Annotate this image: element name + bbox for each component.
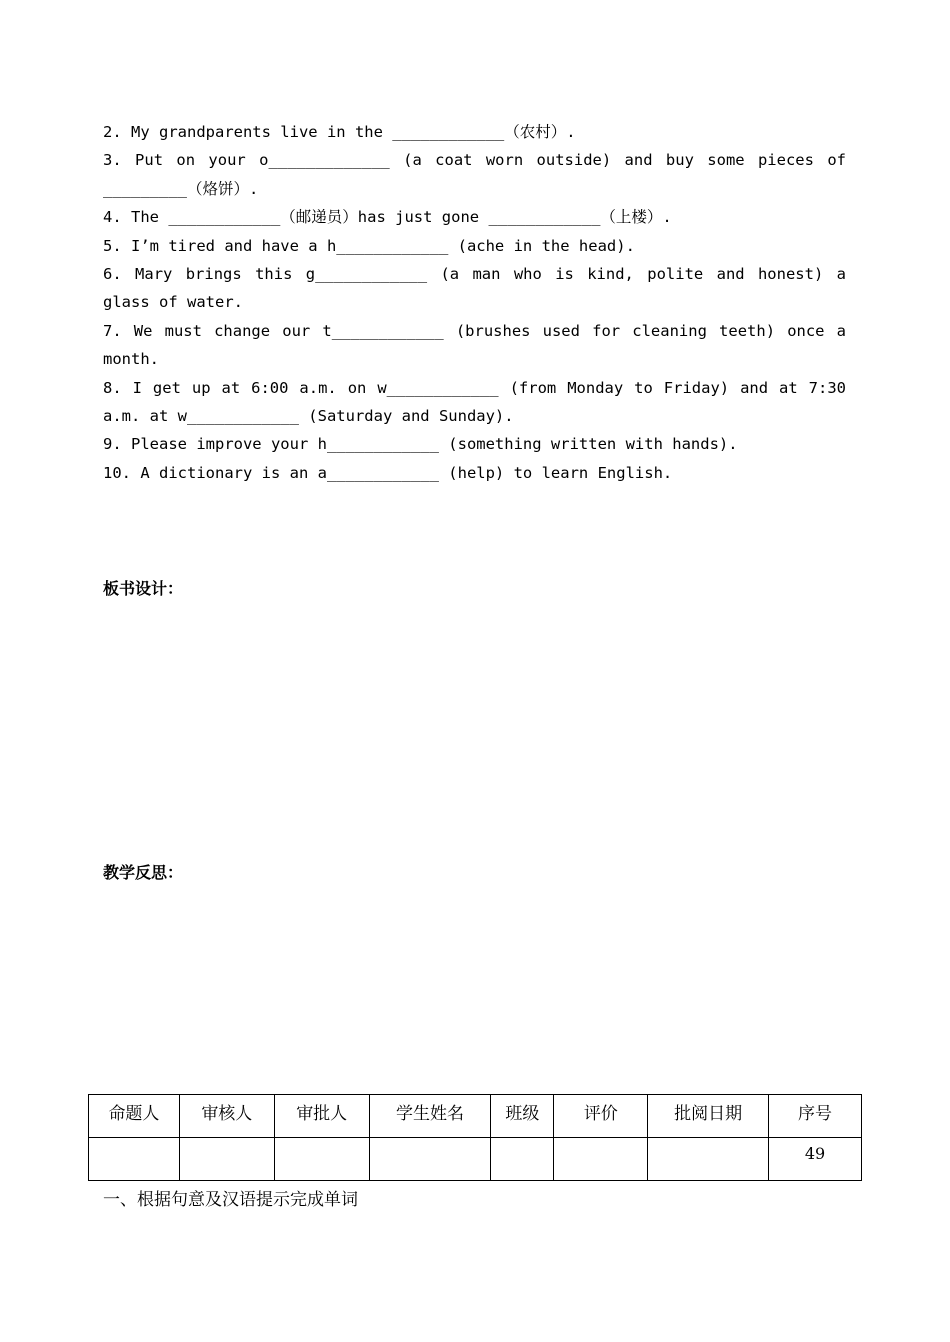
teaching-reflection-heading: 教学反思：	[103, 863, 184, 882]
exercise-line: 5. I’m tired and have a h____________ (ache in the head).	[103, 236, 635, 255]
exercise-item	[103, 232, 846, 260]
header-cell-review-date: 批阅日期	[648, 1095, 769, 1138]
info-table	[88, 1094, 862, 1181]
value-cell-reviewer	[179, 1138, 274, 1181]
exercise-line: _________（烙饼）.	[103, 179, 259, 198]
value-cell-approver	[274, 1138, 369, 1181]
exercise-line: month.	[103, 350, 159, 369]
exercise-item	[103, 317, 846, 374]
value-cell-author	[89, 1138, 180, 1181]
value-cell-evaluation	[554, 1138, 648, 1181]
header-cell-evaluation: 评价	[554, 1095, 648, 1138]
exercise-line: a.m. at w____________ (Saturday and Sunday).	[103, 407, 514, 426]
exercise-item	[103, 118, 846, 146]
exercise-item	[103, 459, 846, 487]
exercise-item	[103, 260, 846, 317]
exercise-line: 10. A dictionary is an a____________ (help) to learn English.	[103, 463, 673, 482]
exercise-line: 9. Please improve your h____________ (something written with hands).	[103, 435, 738, 454]
value-cell-student-name	[369, 1138, 491, 1181]
value-cell-review-date	[648, 1138, 769, 1181]
exercise-line: 2. My grandparents live in the ____________（农村）.	[103, 123, 576, 141]
header-cell-author: 命题人	[89, 1095, 180, 1138]
board-design-heading: 板书设计：	[103, 579, 184, 598]
value-cell-serial-number: 49	[769, 1138, 862, 1181]
header-cell-class: 班级	[491, 1095, 554, 1138]
table-header-row	[89, 1095, 862, 1138]
header-cell-approver: 审批人	[274, 1095, 369, 1138]
exercise-item	[103, 374, 846, 431]
exercise-item	[103, 146, 846, 203]
table-row	[89, 1138, 862, 1181]
exercise-item	[103, 430, 846, 458]
value-cell-class	[491, 1138, 554, 1181]
exercise-line: 8. I get up at 6:00 a.m. on w____________ (from Monday to Friday) and at 7:30	[103, 378, 846, 397]
exercise-line: 6. Mary brings this g____________ (a man who is kind, polite and honest) a	[103, 265, 846, 284]
exercise-item	[103, 203, 846, 231]
exercise-list	[103, 118, 846, 487]
header-cell-student-name: 学生姓名	[369, 1095, 491, 1138]
header-cell-reviewer: 审核人	[179, 1095, 274, 1138]
exercise-line: 4. The ____________（邮递员）has just gone ____________（上楼）.	[103, 208, 672, 227]
exercise-line: 3. Put on your o_____________ (a coat worn outside) and buy some pieces of	[103, 151, 846, 170]
header-cell-serial-number: 序号	[769, 1095, 862, 1138]
exercise-line: 7. We must change our t____________ (brushes used for cleaning teeth) once a	[103, 321, 846, 340]
exercise-line: glass of water.	[103, 293, 243, 312]
section-instruction: 一、根据句意及汉语提示完成单词	[103, 1190, 358, 1210]
